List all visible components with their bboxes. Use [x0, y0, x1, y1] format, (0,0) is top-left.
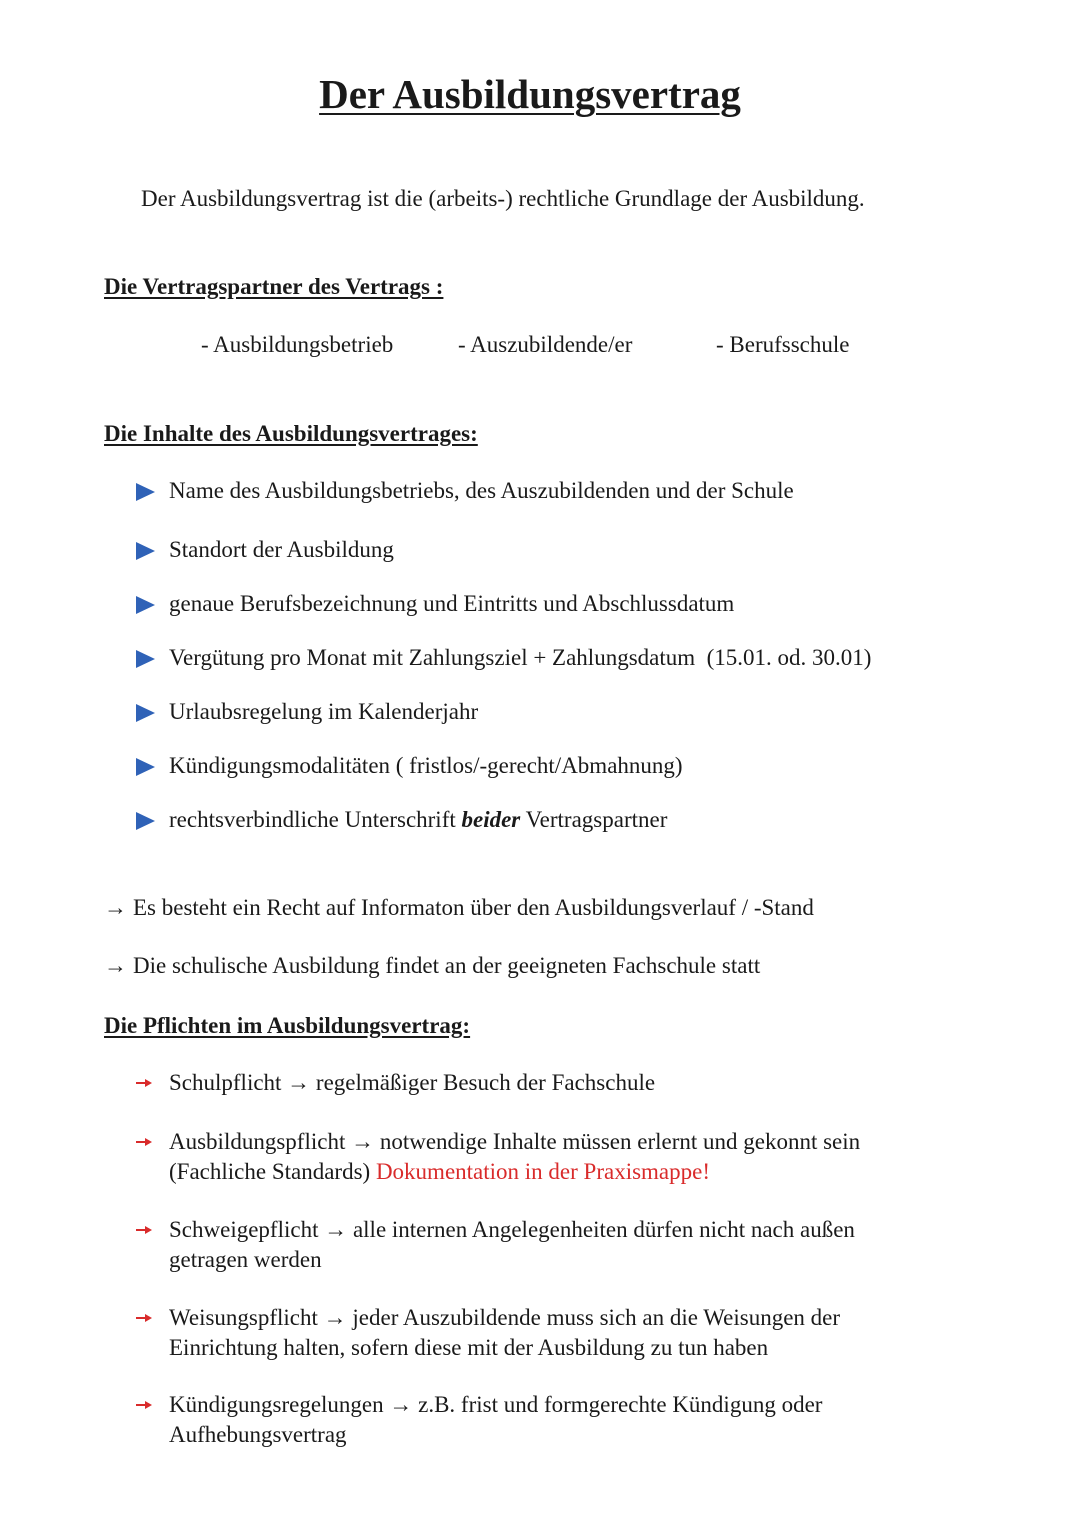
triangle-bullet-icon — [136, 758, 155, 776]
list-item-text — [169, 805, 667, 835]
list-item-text: Weisungspflicht → jeder Auszubildende muss sich an die Weisungen der — [169, 1305, 841, 1330]
list-item-text: Name des Ausbildungsbetriebs, des Auszubildenden und der Schule — [169, 478, 794, 503]
right-arrow-icon: → — [104, 953, 127, 978]
note-line — [104, 951, 760, 981]
triangle-bullet-icon — [136, 596, 155, 614]
praxismappe-note: Dokumentation in der Praxismappe! — [375, 1159, 710, 1184]
list-item-text: Ausbildungspflicht → notwendige Inhalte müssen erlernt und gekonnt sein — [169, 1129, 861, 1154]
right-arrow-icon: → — [104, 895, 127, 920]
list-item-text: Kündigungsregelungen → z.B. frist und formgerechte Kündigung oder — [169, 1392, 823, 1417]
duties-heading: Die Pflichten im Ausbildungsvertrag: — [104, 1013, 471, 1038]
list-item-text: Schulpflicht → regelmäßiger Besuch der Fachschule — [169, 1070, 656, 1095]
list-item-text-continued: Einrichtung halten, sofern diese mit der Ausbildung zu tun haben — [169, 1335, 769, 1360]
list-item-text: Schweigepflicht → alle internen Angelegenheiten dürfen nicht nach außen — [169, 1217, 855, 1242]
list-item-text-continued: Aufhebungsvertrag — [169, 1422, 347, 1447]
page-title: Der Ausbildungsvertrag — [319, 71, 741, 117]
list-item-text: Urlaubsregelung im Kalenderjahr — [169, 699, 479, 724]
list-item-text: genaue Berufsbezeichnung und Eintritts und Abschlussdatum — [169, 591, 735, 616]
note-text: Die schulische Ausbildung findet an der geeigneten Fachschule statt — [133, 953, 761, 978]
contents-heading: Die Inhalte des Ausbildungsvertrages: — [104, 421, 478, 446]
list-item-text: Vergütung pro Monat mit Zahlungsziel + Zahlungsdatum (15.01. od. 30.01) — [169, 645, 872, 670]
triangle-bullet-icon — [136, 650, 155, 668]
red-arrow-bullet-icon — [136, 1226, 152, 1234]
note-line — [104, 893, 814, 923]
signature-text-after: Vertragspartner — [520, 807, 668, 832]
partner-item: - Auszubildende/er — [458, 332, 633, 357]
signature-text-before: rechtsverbindliche Unterschrift — [169, 807, 462, 832]
red-arrow-bullet-icon — [136, 1138, 152, 1146]
partner-item: - Ausbildungsbetrieb — [201, 332, 394, 357]
standards-text: (Fachliche Standards) — [169, 1159, 376, 1184]
list-item-text: Kündigungsmodalitäten ( fristlos/-gerecht/Abmahnung) — [169, 753, 683, 778]
note-text: Es besteht ein Recht auf Informaton über den Ausbildungsverlauf / -Stand — [133, 895, 814, 920]
signature-emphasis: beider — [461, 807, 521, 832]
triangle-bullet-icon — [136, 542, 155, 560]
partner-item: - Berufsschule — [716, 332, 850, 357]
triangle-bullet-icon — [136, 812, 155, 830]
red-arrow-bullet-icon — [136, 1314, 152, 1322]
triangle-bullet-icon — [136, 483, 155, 501]
red-arrow-bullet-icon — [136, 1079, 152, 1087]
red-arrow-bullet-icon — [136, 1401, 152, 1409]
list-item-text-continued — [169, 1157, 710, 1187]
list-item-text-continued: getragen werden — [169, 1247, 322, 1272]
list-item-text: Standort der Ausbildung — [169, 537, 394, 562]
triangle-bullet-icon — [136, 704, 155, 722]
intro-text: Der Ausbildungsvertrag ist die (arbeits-) rechtliche Grundlage der Ausbildung. — [141, 186, 865, 211]
partners-heading: Die Vertragspartner des Vertrags : — [104, 274, 444, 299]
